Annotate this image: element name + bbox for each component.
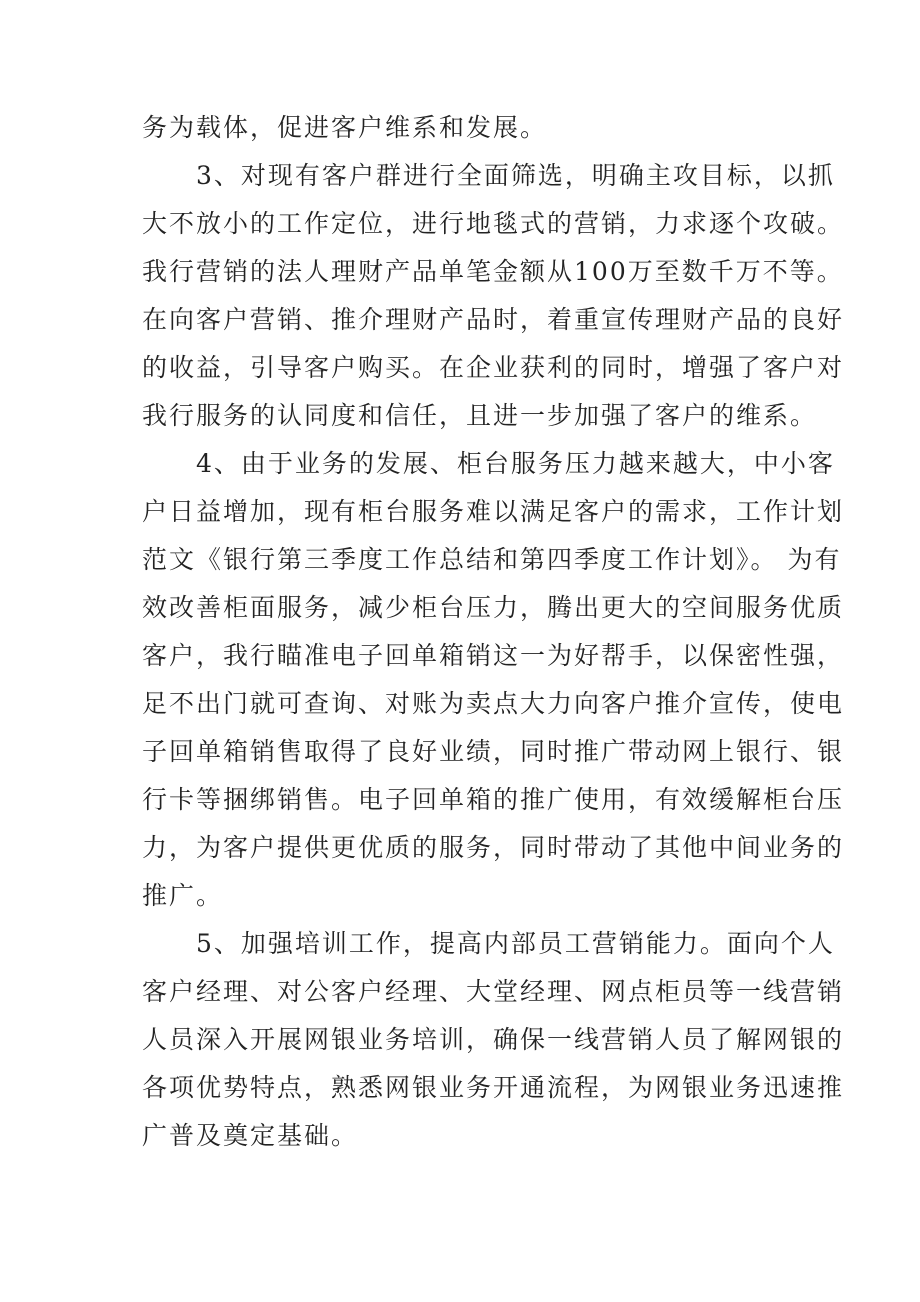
text-line: 推广。 [142, 881, 224, 910]
text-line: 范文《银行第三季度工作总结和第四季度工作计划》。 为有 [142, 545, 842, 574]
text-line: 我行营销的法人理财产品单笔金额从100万至数千万不等。 [142, 257, 844, 286]
text-line: 4、由于业务的发展、柜台服务压力越来越大，中小客 [142, 449, 835, 478]
text-line: 客户，我行瞄准电子回单箱销这一为好帮手，以保密性强， [142, 641, 845, 670]
text-line: 户日益增加，现有柜台服务难以满足客户的需求，工作计划 [142, 497, 845, 526]
text-line: 各项优势特点，熟悉网银业务开通流程，为网银业务迅速推 [142, 1073, 845, 1102]
text-line: 效改善柜面服务，减少柜台压力，腾出更大的空间服务优质 [142, 593, 845, 622]
text-line: 务为载体，促进客户维系和发展。 [142, 113, 548, 142]
document-body [142, 104, 845, 1160]
paragraph-4 [142, 440, 845, 920]
text-line: 3、对现有客户群进行全面筛选，明确主攻目标，以抓 [142, 161, 835, 190]
text-line: 行卡等捆绑销售。电子回单箱的推广使用，有效缓解柜台压 [142, 785, 845, 814]
text-line: 大不放小的工作定位，进行地毯式的营销，力求逐个攻破。 [142, 209, 845, 238]
text-line: 力，为客户提供更优质的服务，同时带动了其他中间业务的 [142, 833, 845, 862]
text-line: 人员深入开展网银业务培训，确保一线营销人员了解网银的 [142, 1025, 845, 1054]
paragraph-3 [142, 152, 845, 440]
text-line: 广普及奠定基础。 [142, 1121, 359, 1150]
paragraph-continuation [142, 104, 782, 152]
text-line: 客户经理、对公客户经理、大堂经理、网点柜员等一线营销 [142, 977, 845, 1006]
text-line: 在向客户营销、推介理财产品时，着重宣传理财产品的良好 [142, 305, 845, 334]
text-line: 足不出门就可查询、对账为卖点大力向客户推介宣传，使电 [142, 689, 845, 718]
text-line: 我行服务的认同度和信任，且进一步加强了客户的维系。 [142, 401, 818, 430]
paragraph-5 [142, 920, 845, 1160]
text-line: 的收益，引导客户购买。在企业获利的同时，增强了客户对 [142, 353, 845, 382]
text-line: 5、加强培训工作，提高内部员工营销能力。面向个人 [142, 929, 835, 958]
text-line: 子回单箱销售取得了良好业绩，同时推广带动网上银行、银 [142, 737, 845, 766]
